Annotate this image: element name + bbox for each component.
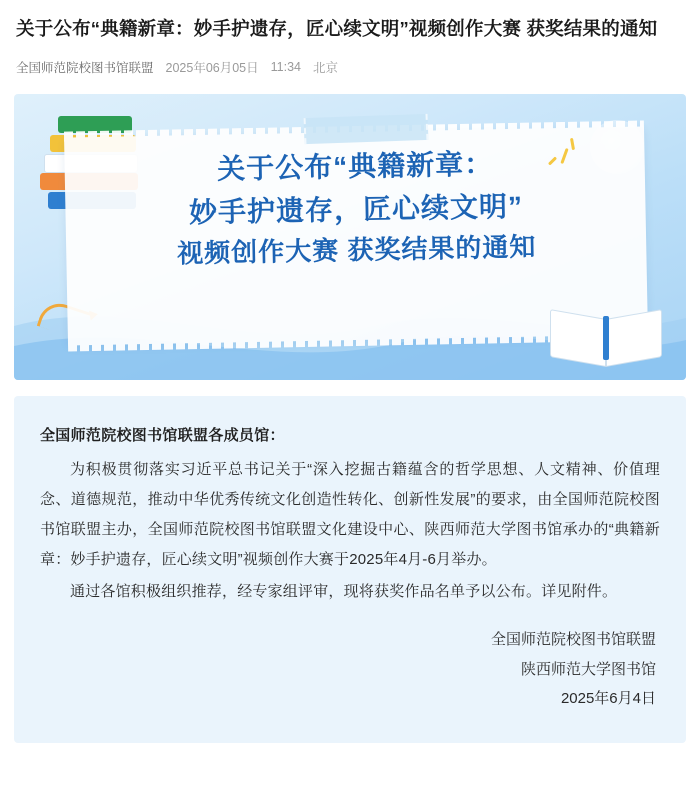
salutation-text: 全国师范院校图书馆联盟各成员馆：	[40, 427, 285, 445]
hero-banner-image	[14, 94, 686, 380]
meta-date: 2025年06月05日	[165, 61, 259, 76]
signature-line-1: 全国师范院校图书馆联盟	[490, 631, 656, 649]
hero-title-line-2: 妙手护遗存，匠心续文明”	[188, 190, 524, 229]
meta-location: 北京	[313, 61, 339, 76]
signature-date: 2025年6月4日	[560, 689, 656, 707]
signature-block	[40, 625, 660, 713]
body-paragraph-2: 通过各馆积极组织推荐，经专家组评审，现将获奖作品名单予以公布。详见附件。	[70, 583, 618, 601]
page-title: 关于公布“典籍新章：妙手护遗存，匠心续文明”视频创作大赛 获奖结果的通知	[16, 18, 658, 39]
body-paragraph-1: 为积极贯彻落实习近平总书记关于“深入挖掘古籍蕴含的哲学思想、人文精神、价值理念、道德规范，推动中华优秀传统文化创造性转化、创新性发展”的要求，由全国师范院校图书馆联盟主办，全国师范院校图书馆联盟文化建设中心、陕西师范大学图书馆承办的“典籍新章：妙手护遗存，匠心续文明”视频创作大赛于2025年4月-6月举办。	[40, 461, 660, 569]
hero-title-line-1: 关于公布“典籍新章：	[216, 148, 494, 185]
meta-time: 11:34	[270, 60, 301, 75]
article-meta	[14, 42, 686, 76]
signature-line-2: 陕西师范大学图书馆	[520, 660, 656, 678]
meta-source: 全国师范院校图书馆联盟	[16, 61, 154, 76]
notice-body-card	[14, 396, 686, 743]
tape-strip-decoration	[304, 114, 429, 144]
hero-title-line-3: 视频创作大赛 获奖结果的通知	[176, 231, 537, 269]
open-book-icon	[550, 296, 662, 362]
